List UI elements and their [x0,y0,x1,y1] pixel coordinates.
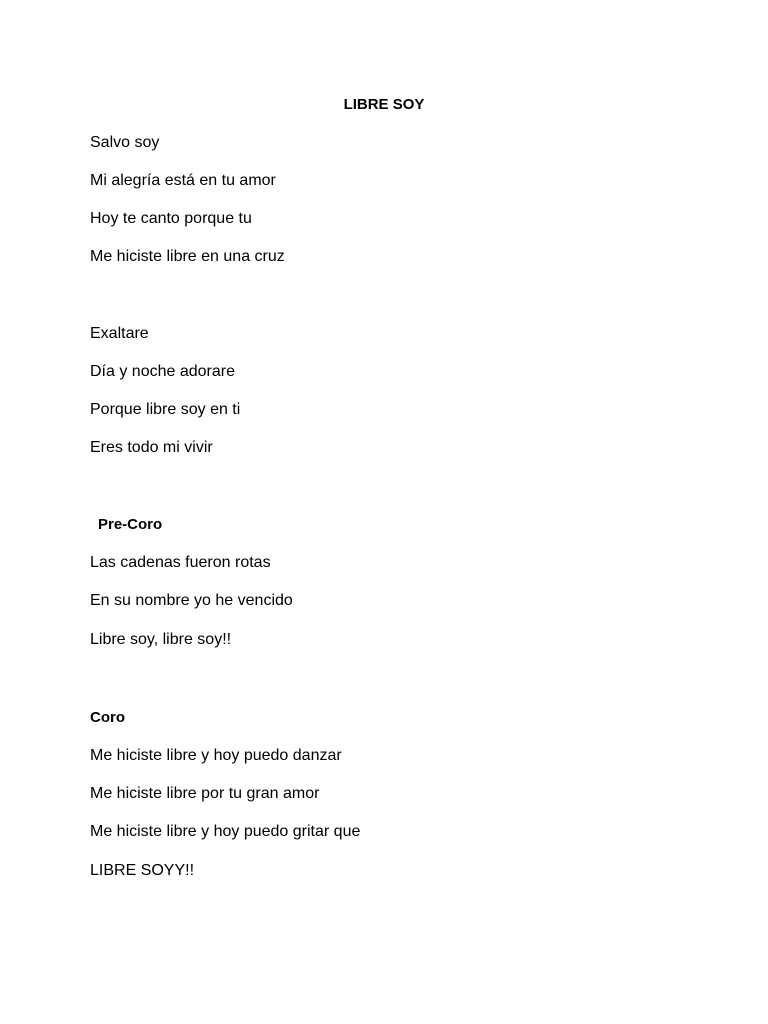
coro-heading: Coro [90,709,125,726]
verse2-line-3: Porque libre soy en ti [90,401,241,418]
verse1-line-3: Hoy te canto porque tu [90,210,252,227]
verse2-line-1: Exaltare [90,325,149,342]
verse2-line-4: Eres todo mi vivir [90,439,213,456]
verse1-line-4: Me hiciste libre en una cruz [90,248,285,265]
pre-coro-line-3: Libre soy, libre soy!! [90,631,232,648]
verse1-line-1: Salvo soy [90,134,160,151]
coro-line-3: Me hiciste libre y hoy puedo gritar que [90,823,361,840]
pre-coro-line-2: En su nombre yo he vencido [90,592,293,609]
song-title: LIBRE SOY [343,96,425,113]
coro-line-2: Me hiciste libre por tu gran amor [90,785,320,802]
pre-coro-heading: Pre-Coro [98,516,163,533]
verse1-line-2: Mi alegría está en tu amor [90,172,276,189]
coro-line-4: LIBRE SOYY!! [90,862,195,879]
coro-line-1: Me hiciste libre y hoy puedo danzar [90,747,342,764]
pre-coro-line-1: Las cadenas fueron rotas [90,554,271,571]
verse2-line-2: Día y noche adorare [90,363,235,380]
